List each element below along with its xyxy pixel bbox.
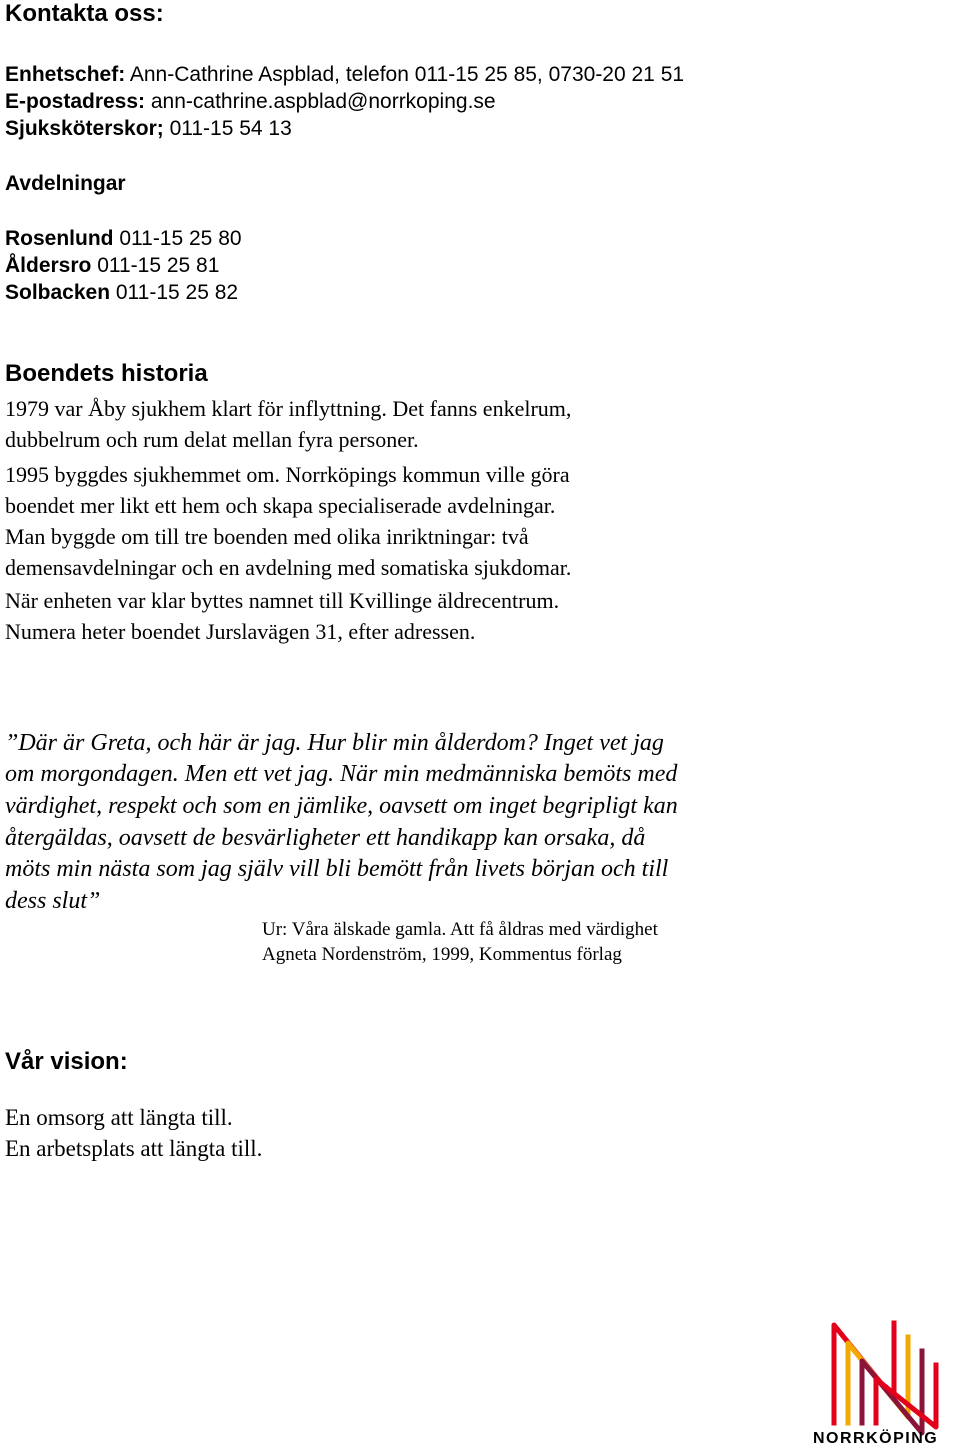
quote-line: ”Där är Greta, och här är jag. Hur blir min ålderdom? Inget vet jag (5, 730, 664, 756)
logo-wordmark: NORRKÖPING (813, 1430, 939, 1447)
email-label: E-postadress: (5, 90, 146, 113)
department-item (5, 227, 242, 251)
department-item (5, 281, 238, 305)
history-line: Numera heter boendet Jurslavägen 31, efter adressen. (5, 619, 476, 644)
department-name: Åldersro (5, 254, 92, 277)
department-phone: 011-15 25 81 (91, 254, 220, 277)
history-line: Man byggde om till tre boenden med olika inriktningar: två (5, 524, 529, 549)
quote-line: värdighet, respekt och som en jämlike, oavsett om inget begripligt kan (5, 793, 678, 819)
history-line: boendet mer likt ett hem och skapa specialiserade avdelningar. (5, 493, 556, 518)
history-line: demensavdelningar och en avdelning med somatiska sjukdomar. (5, 555, 572, 580)
quote-line: om morgondagen. Men ett vet jag. När min medmänniska bemöts med (5, 761, 678, 787)
nurses-line (5, 117, 292, 141)
email-line (5, 90, 496, 114)
department-name: Rosenlund (5, 227, 114, 250)
quote-line: dess slut” (5, 888, 101, 914)
email-value[interactable]: ann-cathrine.aspblad@norrkoping.se (145, 90, 496, 113)
departments-heading: Avdelningar (5, 172, 126, 195)
history-line: 1995 byggdes sjukhemmet om. Norrköpings kommun ville göra (5, 462, 570, 487)
department-phone: 011-15 25 82 (110, 281, 239, 304)
department-phone: 011-15 25 80 (113, 227, 242, 250)
vision-line: En arbetsplats att längta till. (5, 1136, 263, 1161)
quote-line: återgäldas, oavsett de besvärligheter ett handikapp kan orsaka, då (5, 825, 646, 851)
history-line: 1979 var Åby sjukhem klart för inflyttning. Det fanns enkelrum, (5, 396, 572, 421)
vision-line: En omsorg att längta till. (5, 1105, 233, 1130)
manager-label: Enhetschef: (5, 63, 126, 86)
nurses-label: Sjuksköterskor; (5, 117, 164, 140)
vision-heading: Vår vision: (5, 1048, 128, 1075)
history-heading: Boendets historia (5, 360, 208, 387)
history-line: När enheten var klar byttes namnet till Kvillinge äldrecentrum. (5, 588, 560, 613)
quote-source-author: Agneta Nordenström, 1999, Kommentus förlag (262, 944, 622, 965)
department-item (5, 254, 219, 278)
department-name: Solbacken (5, 281, 111, 304)
history-line: dubbelrum och rum delat mellan fyra personer. (5, 427, 419, 452)
nurses-value: 011-15 54 13 (163, 117, 292, 140)
quote-line: möts min nästa som jag själv vill bli bemött från livets början och till (5, 856, 669, 882)
manager-line (5, 63, 684, 87)
manager-value: Ann-Cathrine Aspblad, telefon 011-15 25 85, 0730-20 21 51 (125, 63, 685, 86)
contact-heading: Kontakta oss: (5, 0, 164, 27)
quote-source-title: Ur: Våra älskade gamla. Att få åldras med värdighet (262, 919, 658, 940)
